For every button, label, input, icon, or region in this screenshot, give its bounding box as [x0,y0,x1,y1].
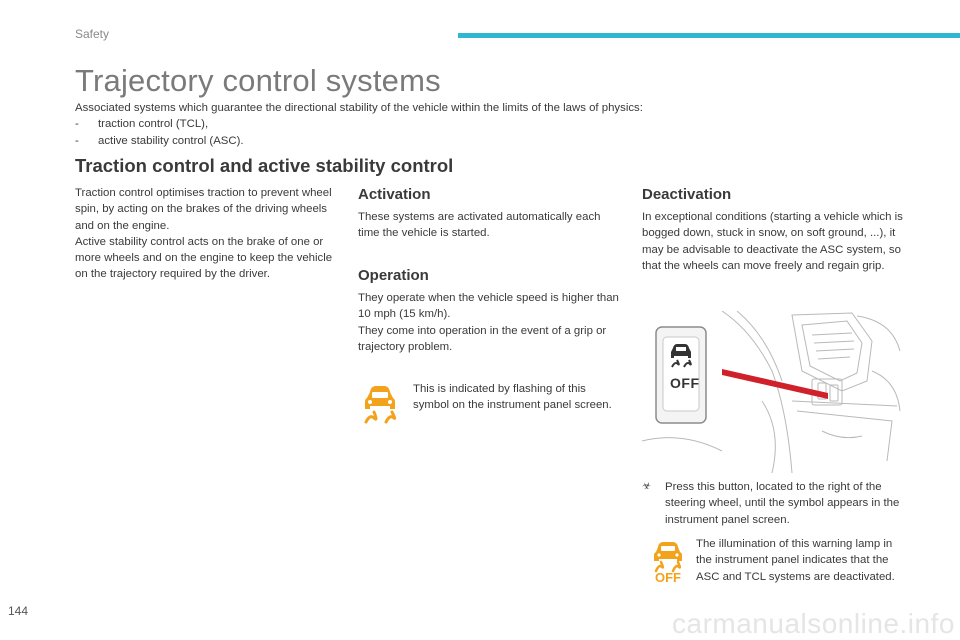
dashboard-illustration [642,311,902,473]
dashboard-drawing [642,311,902,473]
traction-description [75,185,337,283]
intro-item-label: active stability control (ASC). [98,134,244,147]
list-dash: - [75,134,79,147]
traction-paragraph: Traction control optimises traction to prevent wheel spin, by acting on the brakes of the driving wheels and on the engine. [75,187,332,232]
watermark: carmanualsonline.info [672,608,955,639]
section-heading: Traction control and active stability control [75,155,454,176]
skid-warning-icon [362,384,398,426]
deactivation-text: In exceptional conditions (starting a vehicle which is bogged down, stuck in snow, on soft ground, ...), it may be advisable to deactivate the ASC system, so that the wheels can move freely and regain grip. [642,211,903,272]
intro-text: Associated systems which guarantee the directional stability of the vehicle within the limits of the laws of physics: [75,102,643,114]
press-instruction [642,479,904,528]
intro-item [75,133,895,149]
intro-item [75,116,895,132]
operation-heading: Operation [358,267,429,284]
lamp-off-label: OFF [655,570,681,585]
stability-paragraph: Active stability control acts on the brake of one or more wheels and on the engine to keep the vehicle on the trajectory required by the driver. [75,235,333,281]
symbol-note: This is indicated by flashing of this symbol on the instrument panel screen. [413,383,612,412]
operation-text-grip: They come into operation in the event of a grip or trajectory problem. [358,324,607,353]
press-instruction-text: Press this button, located to the right of the steering wheel, until the symbol appears in the instrument panel screen. [665,481,900,526]
intro-item-label: traction control (TCL), [98,118,209,131]
deactivation-heading: Deactivation [642,186,732,203]
lamp-text: The illumination of this warning lamp in the instrument panel indicates that the ASC and TCL systems are deactivated. [696,538,895,583]
off-button-label: OFF [670,375,700,391]
activation-text: These systems are activated automatically each time the vehicle is started. [358,211,601,240]
intro-block [75,100,895,149]
page-title: Trajectory control systems [75,63,441,98]
operation-text-speed: They operate when the vehicle speed is higher than 10 mph (15 km/h). [358,292,619,321]
activation-heading: Activation [358,186,431,203]
operation-text [358,290,620,355]
page-number: 144 [8,604,29,618]
instruction-bullet: ☣ [642,481,651,492]
section-tag: Safety [75,27,110,41]
list-dash: - [75,118,79,131]
header-accent-bar [458,33,960,38]
